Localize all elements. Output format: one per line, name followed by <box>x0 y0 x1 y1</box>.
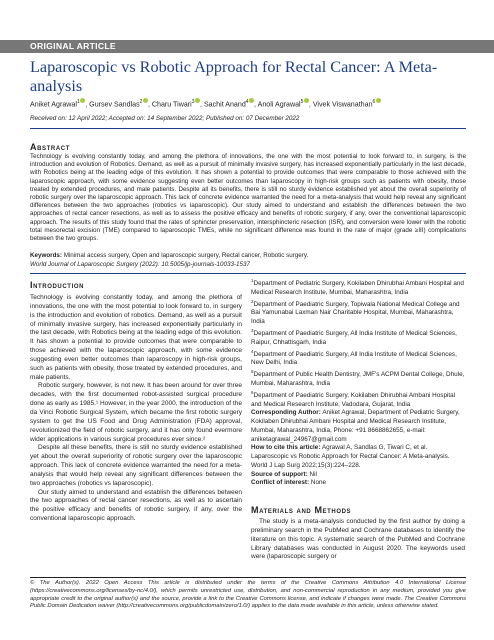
orcid-icon[interactable] <box>195 98 200 103</box>
paragraph: Despite all these benefits, there is still no sturdy evidence established yet about the overall superiority of robotic surgery over the laparoscopic approach. This lack of concrete evidence warranted the need for a meta-analysis that would help reveal any significant differences between the two approaches (robotics vs laparoscopic). <box>30 444 242 487</box>
publication-dates: Received on: 12 April 2022; Accepted on: 14 September 2022; Published on: 07 December 2022 <box>30 115 300 122</box>
divider <box>30 128 466 129</box>
affiliation-text: Department of Paediatric Surgery, Kokilaben Dhirubhai Ambani Hospital and Medical Research Institute, Vadodara, Gujarat, India <box>251 391 456 408</box>
orcid-icon[interactable] <box>376 98 381 103</box>
affiliation-text: Department of Paediatric Surgery, Topiwala National Medical College and Bai Yamunabai Laxman Nair Charitable Hospital, Mumbai, Maharashtra, India <box>251 300 460 326</box>
methods-heading: Materials and Methods <box>251 505 352 515</box>
corresponding-text[interactable]: Aniket Agrawal, Department of Pediatric Surgery, Kokilaben Dhirubhai Ambani Hospital and Medical Research Institute, Mumbai, Maharashtra, India, Phone: +91 8668862655, e-mail: aniketagrawal_24967@gmail.com <box>251 409 460 443</box>
keywords-label: Keywords: <box>30 252 62 259</box>
how-to-cite <box>251 444 465 470</box>
author-name: Charu Tiwari <box>151 100 192 109</box>
paragraph: Robotic surgery, however, is not new. It has been around for over three decades, with the first documented robot-assisted surgical procedure done as early as 1985.¹ However, in the year 2000, the introduction of the da Vinci Robotic Surgical System, which became the first robotic surgery system to get the US Food and Drug Administration (FDA) approval, revolutionized the field of robotic surgery, and it has only found evermore wider applications in various surgical procedures ever since.² <box>30 382 242 443</box>
affiliation-sup: 6 <box>251 389 254 395</box>
orcid-icon[interactable] <box>249 98 254 103</box>
affiliation <box>251 368 465 389</box>
license-footer: © The Author(s). 2022 Open Access This article is distributed under the terms of the Creative Commons Attribution 4.0 International License (https://creativecommons.org/licenses/by-nc/4.0/), which permits unrestricted use, distribution, and non-commercial reproduction in any medium, provided you give appropriate credit to the original author(s) and the source, provide a link to the Creative Commons license, and indicate if changes were made. The Creative Commons Public Domain Dedication waiver (http://creativecommons.org/publicdomain/zero/1.0/) applies to the data made available in this article, unless otherwise stated. <box>30 580 466 610</box>
journal-citation: World Journal of Laparoscopic Surgery (2022): 10.5005/jp-journals-10033-1537 <box>30 261 250 268</box>
affiliation <box>251 277 465 298</box>
author-name: Gursev Sandlas <box>89 100 140 109</box>
corresponding-author <box>251 409 465 444</box>
keywords <box>30 252 466 260</box>
affiliation-text: Department of Paediatric Surgery, All India Institute of Medical Sciences, New Delhi, India <box>251 350 457 367</box>
affiliation-sup: 3 <box>251 327 254 333</box>
article-title: Laparoscopic vs Robotic Approach for Rectal Cancer: A Meta-analysis <box>30 58 438 95</box>
affiliation-text: Department of Pediatric Surgery, Kokilaben Dhirubhai Ambani Hospital and Medical Research Institute, Mumbai, Maharashtra, India <box>251 280 464 296</box>
conflict-label: Conflict of interest: <box>251 479 310 487</box>
how-to-cite-label: How to cite this article: <box>251 444 321 452</box>
affiliation-text: Department of Public Health Dentistry, JMF's ACPM Dental College, Dhule, Mumbai, Maharashtra, India <box>251 371 465 388</box>
author-sup: 5 <box>300 99 304 105</box>
keywords-text: Minimal access surgery, Open and laparoscopic surgery, Rectal cancer, Robotic surgery. <box>63 252 309 259</box>
affiliation-sup: 1 <box>251 278 254 283</box>
author-sup: 3 <box>191 99 195 105</box>
paragraph: Technology is evolving constantly today, and among the plethora of innovations, the one with the most potential to look forward to, in surgery is the introduction and evolution of robotics. Demand, as well as a pursuit of minimally invasive surgery, has increased exponentially particularly in the last decade, with Robotics being at the leading edge of this evolution. It has shown a potential to provide outcomes that were comparable to those achieved with the laparoscopic approach, with some evidence suggesting even better outcomes than laparoscopy in high-risk groups, such as patients with obesity, those treated by extended procedures, and male patients. <box>30 294 242 381</box>
introduction-heading: Introduction <box>30 280 85 290</box>
corresponding-label: Corresponding Author: <box>251 409 321 417</box>
author-name: Anoli Agrawal <box>257 100 301 109</box>
article-type-label: ORIGINAL ARTICLE <box>30 41 116 51</box>
header-band <box>0 0 494 40</box>
conflict-text: None <box>310 479 327 487</box>
affiliation <box>251 389 465 410</box>
affiliation-sup: 2 <box>251 298 254 304</box>
orcid-icon[interactable] <box>80 98 85 103</box>
affiliation <box>251 298 465 327</box>
footer-divider <box>30 577 466 578</box>
author-sup: 4 <box>245 99 249 105</box>
author-list: Aniket Agrawal$^1$ , Gursev Sandlas$^2$ , Charu Tiwari$^3$ , Sachit Anand$^4$ , Anoli Agrawal$^5$ , Vivek Viswanathan$^6$ <box>30 98 480 109</box>
paragraph: Our study aimed to understand and establish the differences between the two approaches of rectal cancer resections, as well as to ascertain the positive efficacy and benefits of robotic surgery, if any, over the conventional laparoscopic approach. <box>30 488 242 523</box>
orcid-icon[interactable] <box>304 98 309 103</box>
source-of-support <box>251 471 465 480</box>
how-to-cite-text: Agrawal A, Sandlas G, Tiwari C, et al. Laparoscopic vs Robotic Approach for Rectal Cancer: A Meta-analysis. World J Lap Surg 2022;15(3):224–228. <box>251 444 450 469</box>
author-sup: 6 <box>372 99 376 105</box>
author-name: Vivek Viswanathan <box>312 100 373 109</box>
author-name: Sachit Anand <box>203 100 246 109</box>
abstract-heading: Abstract <box>30 142 70 152</box>
support-label: Source of support: <box>251 470 308 478</box>
affiliation <box>251 327 465 348</box>
affiliation-sup: 5 <box>251 369 254 375</box>
author-name: Aniket Agrawal <box>30 100 77 109</box>
methods-text: The study is a meta-analysis conducted by the first author by doing a preliminary search in the PubMed and Cochrane databases to identify the literature on this topic. A systematic search of the PubMed and Cochrane Library databases was conducted in August 2020. The keywords used were (laparoscopic surgery or <box>251 518 465 561</box>
support-text: Nil <box>309 470 317 478</box>
conflict-of-interest <box>251 479 465 488</box>
affiliation <box>251 348 465 369</box>
author-sup: 2 <box>139 99 143 105</box>
affiliations-column <box>251 277 465 488</box>
introduction-text <box>30 294 242 524</box>
affiliation-sup: 4 <box>251 348 254 354</box>
orcid-icon[interactable] <box>143 98 148 103</box>
author-sup: 1 <box>76 99 80 105</box>
affiliation-text: Department of Paediatric Surgery, All India Institute of Medical Sciences, Raipur, Chhattisgarh, India <box>251 330 457 346</box>
abstract-text: Technology is evolving constantly today, and among the plethora of innovations, the one with the most potential to look forward to, in surgery, is the introduction and evolution of Robotics. Demand, as well as a pursuit of minimally invasive surgery, has increased exponentially particularly in the last decade, with Robotics being at the leading edge of this evolution. It has shown a potential to provide outcomes that were comparable to those achieved with the laparoscopic approach, with some evidence suggesting even better outcomes than laparoscopy in high-risk groups such as patients with obesity, those treated by extended procedures, and male patients. Despite all its benefits, there is still no sturdy evidence established yet about the overall superiority of robotic surgery over the laparoscopic approach. This lack of concrete evidence warranted the need for a meta-analysis that would help reveal any significant differences between the two approaches (robotics vs laparoscopic). Our study aimed to understand and establish the differences between the two approaches of rectal cancer resections, as well as to assess the positive efficacy and benefits of robotic surgery, if any, over the conventional laparoscopic approach. The results of this study found that the rates of sphincter preservation, intersphincteric resection (ISR), and conversion were lower with the robotic total mesorectal excision (TME) compared to laparoscopic TMEs, while no significant difference was found in the rate of major (grade ≥III) complications between the two groups. <box>30 153 466 243</box>
divider <box>30 273 466 274</box>
